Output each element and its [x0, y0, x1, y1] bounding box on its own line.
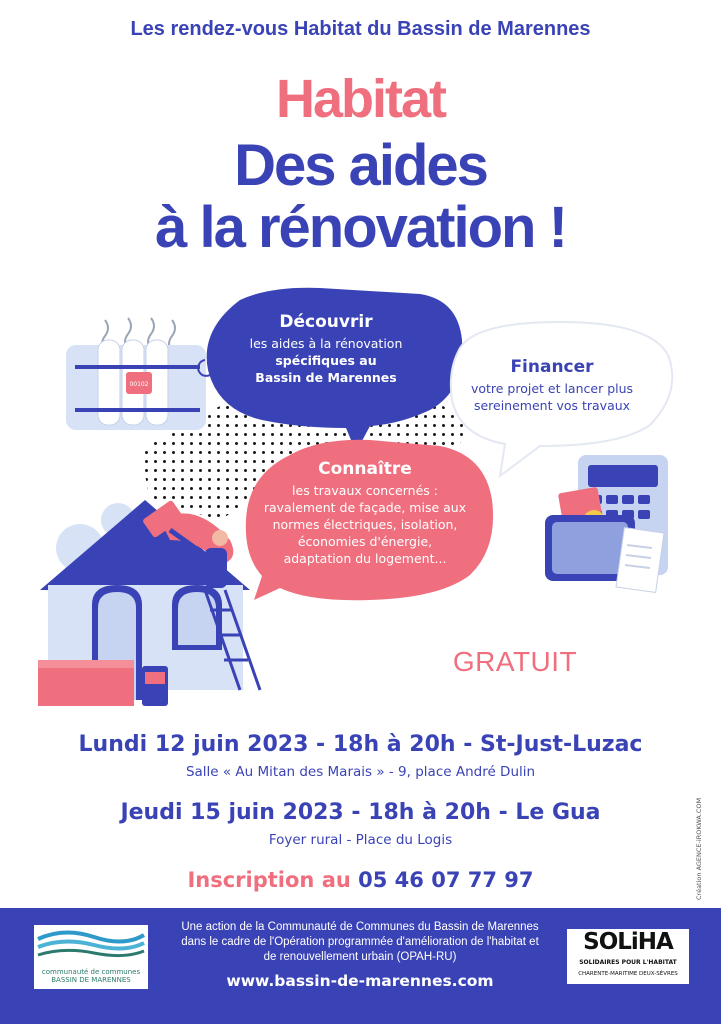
- soliha-region: CHARENTE-MARITIME DEUX-SÈVRES: [578, 971, 678, 977]
- inscription-line: [0, 868, 721, 892]
- website-link[interactable]: www.bassin-de-marennes.com: [226, 972, 494, 990]
- gratuit-label: GRATUIT: [452, 646, 578, 677]
- top-headline: Les rendez-vous Habitat du Bassin de Marennes: [130, 18, 591, 40]
- house-illustration: [38, 500, 260, 706]
- footer-line-2: dans le cadre de l'Opération programmée d'amélioration de l'habitat et: [181, 936, 539, 948]
- decouvrir-line-2: spécifiques au: [275, 353, 377, 368]
- decouvrir-text: [226, 312, 426, 386]
- meter-label: 00102: [129, 381, 149, 388]
- event-2-title: Jeudi 15 juin 2023 - 18h à 20h - Le Gua: [120, 800, 601, 825]
- wallet-calculator-icon: [545, 455, 668, 592]
- title-habitat: Habitat: [275, 69, 445, 129]
- connaitre-line-4: économies d'énergie,: [297, 534, 433, 549]
- connaitre-line-3: normes électriques, isolation,: [272, 517, 458, 532]
- decouvrir-title: Découvrir: [279, 312, 373, 332]
- soliha-tagline: SOLIDAIRES POUR L'HABITAT: [579, 959, 677, 966]
- decouvrir-line-1: les aides à la rénovation: [249, 336, 403, 351]
- footer-line-3: de renouvellement urbain (OPAH-RU): [263, 951, 457, 963]
- footer-line-1: Une action de la Communauté de Communes du Bassin de Marennes: [181, 921, 539, 933]
- connaitre-text: [250, 459, 480, 567]
- financer-title: Financer: [510, 357, 594, 377]
- title-renovation: à la rénovation !: [155, 195, 566, 260]
- footer-description: [160, 920, 560, 965]
- decouvrir-line-3: Bassin de Marennes: [255, 370, 397, 385]
- event-1-venue: Salle « Au Mitan des Marais » - 9, place André Dulin: [185, 764, 536, 780]
- logo-left-caption: [36, 968, 146, 984]
- connaitre-title: Connaître: [318, 459, 412, 479]
- inscription-label: Inscription au: [187, 868, 351, 892]
- connaitre-line-5: adaptation du logement...: [283, 551, 447, 566]
- inscription-phone[interactable]: 05 46 07 77 97: [358, 868, 534, 892]
- event-2-venue: Foyer rural - Place du Logis: [268, 832, 453, 848]
- soliha-wordmark: SOLiHA: [583, 929, 673, 955]
- connaitre-line-1: les travaux concernés :: [292, 483, 438, 498]
- financer-line-1: votre projet et lancer plus: [470, 381, 634, 396]
- financer-line-2: sereinement vos travaux: [473, 398, 631, 413]
- agency-credit: Création AGENCE-iROKWA.COM: [695, 797, 703, 900]
- financer-text: [447, 357, 657, 414]
- logo-left-line-2: BASSIN DE MARENNES: [51, 976, 131, 984]
- title-des-aides: Des aides: [234, 133, 487, 198]
- event-1-title: Lundi 12 juin 2023 - 18h à 20h - St-Just-Luzac: [78, 732, 643, 757]
- connaitre-line-2: ravalement de façade, mise aux: [263, 500, 467, 515]
- waves-icon: [34, 925, 148, 965]
- logo-left-line-1: communauté de communes: [41, 968, 141, 976]
